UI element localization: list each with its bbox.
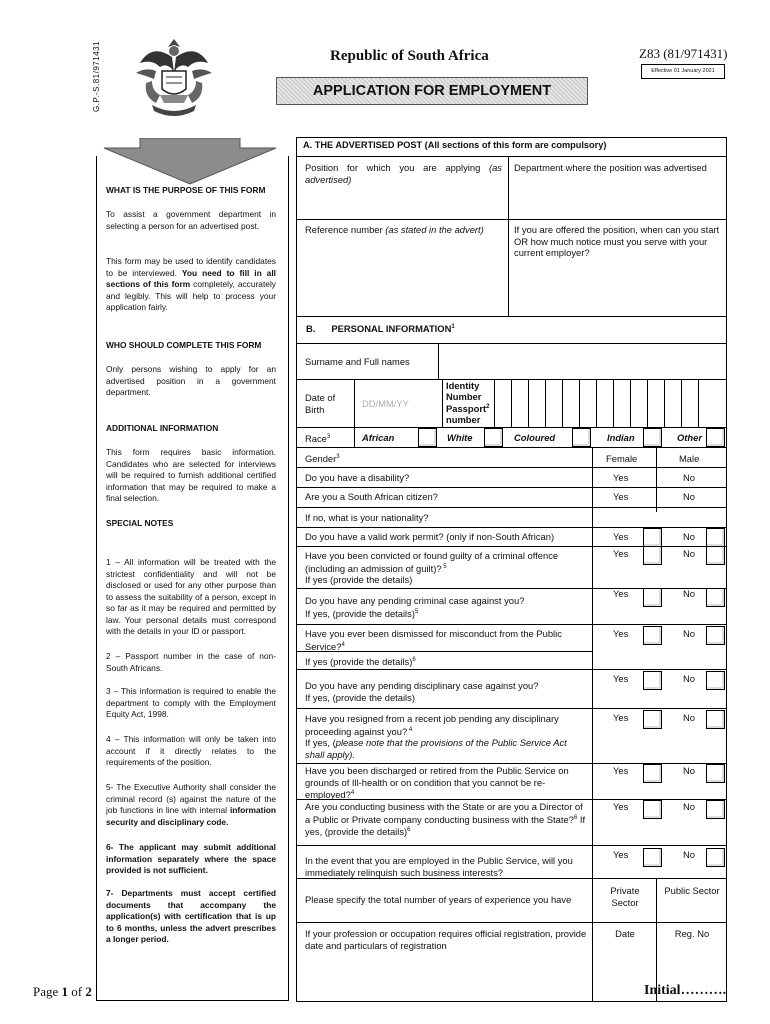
- divider: [296, 527, 727, 528]
- disability-no[interactable]: No: [683, 472, 695, 483]
- divider: [296, 467, 727, 468]
- id-label-number: number: [446, 414, 481, 426]
- disciplinary-yes-checkbox[interactable]: [643, 671, 662, 690]
- resigned-yes[interactable]: Yes: [613, 712, 629, 723]
- race-coloured-checkbox[interactable]: [572, 428, 591, 447]
- permit-question: Do you have a valid work permit? (only if non-South African): [305, 531, 555, 542]
- section-b-sup: 1: [451, 323, 455, 330]
- page-of: of: [68, 984, 86, 999]
- convicted-yes-checkbox[interactable]: [643, 546, 662, 565]
- race-option-african: African: [362, 432, 395, 443]
- disciplinary-no-checkbox[interactable]: [706, 671, 725, 690]
- purpose-instructions: [106, 256, 276, 314]
- form-title-banner: APPLICATION FOR EMPLOYMENT: [276, 77, 588, 105]
- id-number-input[interactable]: [496, 381, 725, 425]
- pending-criminal-text: Do you have any pending criminal case against you?: [305, 595, 525, 606]
- dismissed-yes[interactable]: Yes: [613, 628, 629, 639]
- citizen-no[interactable]: No: [683, 491, 695, 502]
- business-no[interactable]: No: [683, 801, 695, 812]
- divider: [296, 219, 727, 220]
- who-heading: WHO SHOULD COMPLETE THIS FORM: [106, 340, 262, 350]
- resigned-no-checkbox[interactable]: [706, 710, 725, 729]
- note-3: 3 – This information is required to enable the department to comply with the Employment Equity Act, 1998.: [106, 686, 276, 719]
- purpose-text: To assist a government department in selecting a person for an advertised post.: [106, 209, 276, 231]
- purpose-heading: WHAT IS THE PURPOSE OF THIS FORM: [106, 185, 266, 195]
- form-number: Z83 (81/971431): [639, 46, 728, 61]
- section-b-title: [306, 323, 455, 334]
- arrow-down-icon: [100, 138, 280, 186]
- discharged-no[interactable]: No: [683, 765, 695, 776]
- dismissed-yes-checkbox[interactable]: [643, 626, 662, 645]
- resigned-question-followup-b: please note that the provisions of the Public Service Act shall apply).: [305, 737, 567, 760]
- notice-label: If you are offered the position, when can you start OR how much notice must you serve with your current employer?: [514, 224, 720, 258]
- section-b-text: PERSONAL INFORMATION: [331, 323, 452, 334]
- surname-label: Surname and Full names: [305, 356, 410, 367]
- business-question: [305, 801, 588, 838]
- reference-label: [305, 224, 505, 236]
- convicted-question: [305, 550, 588, 586]
- business-yes[interactable]: Yes: [613, 801, 629, 812]
- race-option-other: Other: [677, 432, 703, 443]
- relinquish-yes[interactable]: Yes: [613, 849, 629, 860]
- divider: [296, 316, 727, 317]
- notice-input[interactable]: [514, 262, 724, 312]
- note-5-b: information security and disciplinary code.: [106, 805, 276, 827]
- pending-criminal-yes[interactable]: Yes: [613, 588, 629, 599]
- purpose-instructions-b: You need to fill in all sections of this form: [106, 267, 276, 289]
- discharged-question: [305, 765, 588, 801]
- business-question-text: Are you conducting business with the State or are you a Director of a Public or Private company conducting business with the State?: [305, 801, 583, 825]
- page-indicator: [33, 984, 92, 1000]
- initial-field[interactable]: Initial……….: [644, 983, 727, 998]
- republic-title: Republic of South Africa: [330, 48, 489, 64]
- resigned-question: [305, 713, 588, 760]
- business-question-followup: If yes, (provide the details): [305, 813, 586, 838]
- convicted-question-text: Have you been convicted or found guilty of a criminal offence (including an admission of guilt)?: [305, 550, 559, 574]
- private-sector-label: Private Sector: [610, 885, 640, 908]
- permit-yes-checkbox[interactable]: [643, 528, 662, 547]
- divider: [296, 922, 727, 923]
- additional-heading: ADDITIONAL INFORMATION: [106, 423, 219, 433]
- divider: [442, 379, 443, 427]
- department-label: Department where the position was advertised: [514, 162, 707, 173]
- divider: [296, 799, 727, 800]
- race-indian-checkbox[interactable]: [643, 428, 662, 447]
- resigned-yes-checkbox[interactable]: [643, 710, 662, 729]
- id-label-text: Identity Number Passport: [446, 380, 487, 415]
- disciplinary-question: [305, 680, 588, 703]
- divider: [296, 878, 727, 879]
- divider: [296, 546, 727, 547]
- divider: [438, 343, 439, 379]
- reference-input[interactable]: [305, 240, 503, 312]
- business-no-checkbox[interactable]: [706, 800, 725, 819]
- disciplinary-question-followup: If yes, (provide the details): [305, 691, 415, 703]
- resigned-question-followup-a: If yes, (: [305, 737, 336, 749]
- page-total: 2: [85, 984, 92, 999]
- citizen-question: Are you a South African citizen?: [305, 491, 438, 502]
- convicted-no[interactable]: No: [683, 548, 695, 559]
- surname-input[interactable]: [440, 345, 725, 377]
- registration-question: If your profession or occupation requires official registration, provide date and particulars of registration: [305, 928, 587, 951]
- note-1: 1 – All information will be treated with the strictest confidentiality and will not be disclosed or used for any other purpose than to assess the suitability of a person, except in so far as it may be required and permitted by law. Your personal details must correspond with the details in your ID or passport.: [106, 557, 276, 636]
- dismissed-question-sup: 4: [341, 641, 345, 648]
- id-number-label: [446, 380, 496, 425]
- registration-date-label: Date: [615, 928, 635, 939]
- disciplinary-question-text: Do you have any pending disciplinary case against you?: [305, 680, 539, 691]
- dismissed-no-checkbox[interactable]: [706, 626, 725, 645]
- section-a-title: A. THE ADVERTISED POST (All sections of this form are compulsory): [297, 137, 726, 157]
- note-6: 6- The applicant may submit additional information separately where the space provided is not sufficient.: [106, 842, 276, 875]
- resigned-no[interactable]: No: [683, 712, 695, 723]
- reference-label-text: Reference number: [305, 224, 386, 235]
- business-question-sup: 6: [573, 814, 578, 821]
- note-2: 2 – Passport number in the case of non-South Africans.: [106, 651, 276, 673]
- registration-number-label: Reg. No: [674, 928, 710, 939]
- divider: [296, 487, 727, 488]
- discharged-no-checkbox[interactable]: [706, 764, 725, 783]
- discharged-yes-checkbox[interactable]: [643, 764, 662, 783]
- disability-question: Do you have a disability?: [305, 472, 410, 483]
- convicted-yes[interactable]: Yes: [613, 548, 629, 559]
- permit-no-checkbox[interactable]: [706, 528, 725, 547]
- race-african-checkbox[interactable]: [418, 428, 437, 447]
- note-5: [106, 782, 276, 828]
- additional-text: This form requires basic information. Candidates who are selected for interviews will be required to furnish additional certified information that may be required to make a final selection.: [106, 447, 276, 503]
- gender-male-option[interactable]: Male: [679, 453, 700, 464]
- who-text: Only persons wishing to apply for an advertised position in a government department.: [106, 364, 276, 397]
- divider: [354, 379, 355, 427]
- race-option-coloured: Coloured: [514, 432, 556, 443]
- pending-criminal-followup: If yes, (provide the details): [305, 607, 415, 619]
- convicted-no-checkbox[interactable]: [706, 546, 725, 565]
- special-notes-heading: SPECIAL NOTES: [106, 518, 174, 528]
- race-label: [305, 432, 330, 445]
- permit-yes[interactable]: Yes: [613, 531, 629, 542]
- note-7: 7- Departments must accept certified documents that accompany the application(s) with certification that is up to 6 months, unless the advert prescribes a longer period.: [106, 888, 276, 944]
- race-label-text: Race: [305, 433, 327, 445]
- race-option-white: White: [447, 432, 473, 443]
- divider: [296, 845, 727, 846]
- public-sector-label: Public Sector: [664, 885, 720, 896]
- divider: [296, 507, 727, 508]
- pending-criminal-question: [305, 595, 588, 619]
- divider: [296, 708, 727, 709]
- divider: [494, 379, 495, 427]
- nationality-question: If no, what is your nationality?: [305, 512, 429, 523]
- dismissed-details-sup: 6: [412, 657, 416, 663]
- divider: [296, 624, 727, 625]
- divider: [508, 157, 509, 316]
- dob-label: Date of Birth: [305, 392, 336, 415]
- gps-code: G.P.-S.81/971431: [92, 40, 101, 112]
- divider: [296, 588, 727, 589]
- gender-label: [305, 452, 340, 465]
- pending-criminal-sup: 5: [414, 608, 419, 615]
- divider: [296, 669, 727, 670]
- relinquish-no-checkbox[interactable]: [706, 848, 725, 867]
- reference-label-italic: (as stated in the advert): [385, 224, 484, 235]
- divider: [296, 427, 727, 428]
- dismissed-details-text: If yes (provide the details): [305, 656, 413, 668]
- citizen-yes[interactable]: Yes: [613, 491, 629, 502]
- relinquish-no[interactable]: No: [683, 849, 695, 860]
- dismissed-question-text: Have you ever been dismissed for misconduct from the Public Service?: [305, 628, 562, 652]
- disciplinary-yes[interactable]: Yes: [613, 673, 629, 684]
- discharged-question-text: Have you been discharged or retired from the Public Service on grounds of Ill-health or on condition that you cannot be re-employed?: [305, 765, 569, 801]
- business-question-sup2: 6: [407, 827, 411, 834]
- pending-criminal-yes-checkbox[interactable]: [643, 588, 662, 607]
- race-option-indian: Indian: [607, 432, 635, 443]
- gender-label-sup: 3: [336, 454, 340, 460]
- race-white-checkbox[interactable]: [484, 428, 503, 447]
- race-other-checkbox[interactable]: [706, 428, 725, 447]
- divider: [592, 447, 593, 1002]
- convicted-question-sup: 5: [441, 563, 447, 570]
- page-number: 1: [61, 984, 69, 999]
- disciplinary-no[interactable]: No: [683, 673, 695, 684]
- discharged-question-sup: 4: [350, 790, 355, 796]
- pending-criminal-no[interactable]: No: [683, 588, 695, 599]
- dismissed-details-label: [305, 655, 416, 668]
- position-label-text: Position for which you are applying: [305, 162, 489, 173]
- purpose-instructions-a: This form may be used to identify candidates to be interviewed.: [106, 256, 276, 278]
- dismissed-question: [305, 628, 588, 652]
- position-label-italic: (as advertised): [305, 162, 502, 185]
- divider: [296, 343, 727, 344]
- resigned-question-sup: 4: [407, 726, 413, 733]
- business-yes-checkbox[interactable]: [643, 800, 662, 819]
- relinquish-yes-checkbox[interactable]: [643, 848, 662, 867]
- convicted-question-followup: If yes (provide the details): [305, 574, 413, 586]
- pending-criminal-no-checkbox[interactable]: [706, 588, 725, 607]
- effective-date: Effective 01 January 2021: [641, 64, 725, 79]
- section-b-letter: B.: [306, 323, 316, 334]
- position-label: [305, 162, 502, 185]
- divider: [656, 447, 657, 512]
- gender-female-option[interactable]: Female: [606, 453, 638, 464]
- divider: [296, 651, 592, 652]
- id-label-sup: 2: [486, 404, 490, 410]
- position-input[interactable]: [305, 188, 503, 216]
- note-5-a: 5- The Executive Authority shall consider the criminal record (s) against the nature of the job functions in line with internal: [106, 782, 276, 815]
- divider: [296, 763, 727, 764]
- disability-yes[interactable]: Yes: [613, 472, 629, 483]
- page-prefix: Page: [33, 984, 62, 999]
- divider: [354, 427, 355, 447]
- dob-input[interactable]: DD/MM/YY: [362, 398, 409, 409]
- relinquish-question: In the event that you are employed in the Public Service, will you immediately relinquish such business interests?: [305, 855, 573, 878]
- permit-no[interactable]: No: [683, 531, 695, 542]
- divider: [296, 447, 727, 448]
- purpose-instructions-c: completely, accurately and legibly. This will help to process your application fairly.: [106, 279, 276, 312]
- coat-of-arms-logo: [132, 33, 216, 119]
- note-4: 4 – This information will only be taken into account if it directly relates to the requirements of the position.: [106, 734, 276, 767]
- dismissed-no[interactable]: No: [683, 628, 695, 639]
- department-input[interactable]: [514, 178, 724, 216]
- experience-question: Please specify the total number of years of experience you have: [305, 894, 572, 905]
- discharged-yes[interactable]: Yes: [613, 765, 629, 776]
- gender-label-text: Gender: [305, 453, 337, 465]
- race-label-sup: 3: [326, 434, 331, 440]
- resigned-question-text: Have you resigned from a recent job pending any disciplinary proceeding against you?: [305, 713, 559, 737]
